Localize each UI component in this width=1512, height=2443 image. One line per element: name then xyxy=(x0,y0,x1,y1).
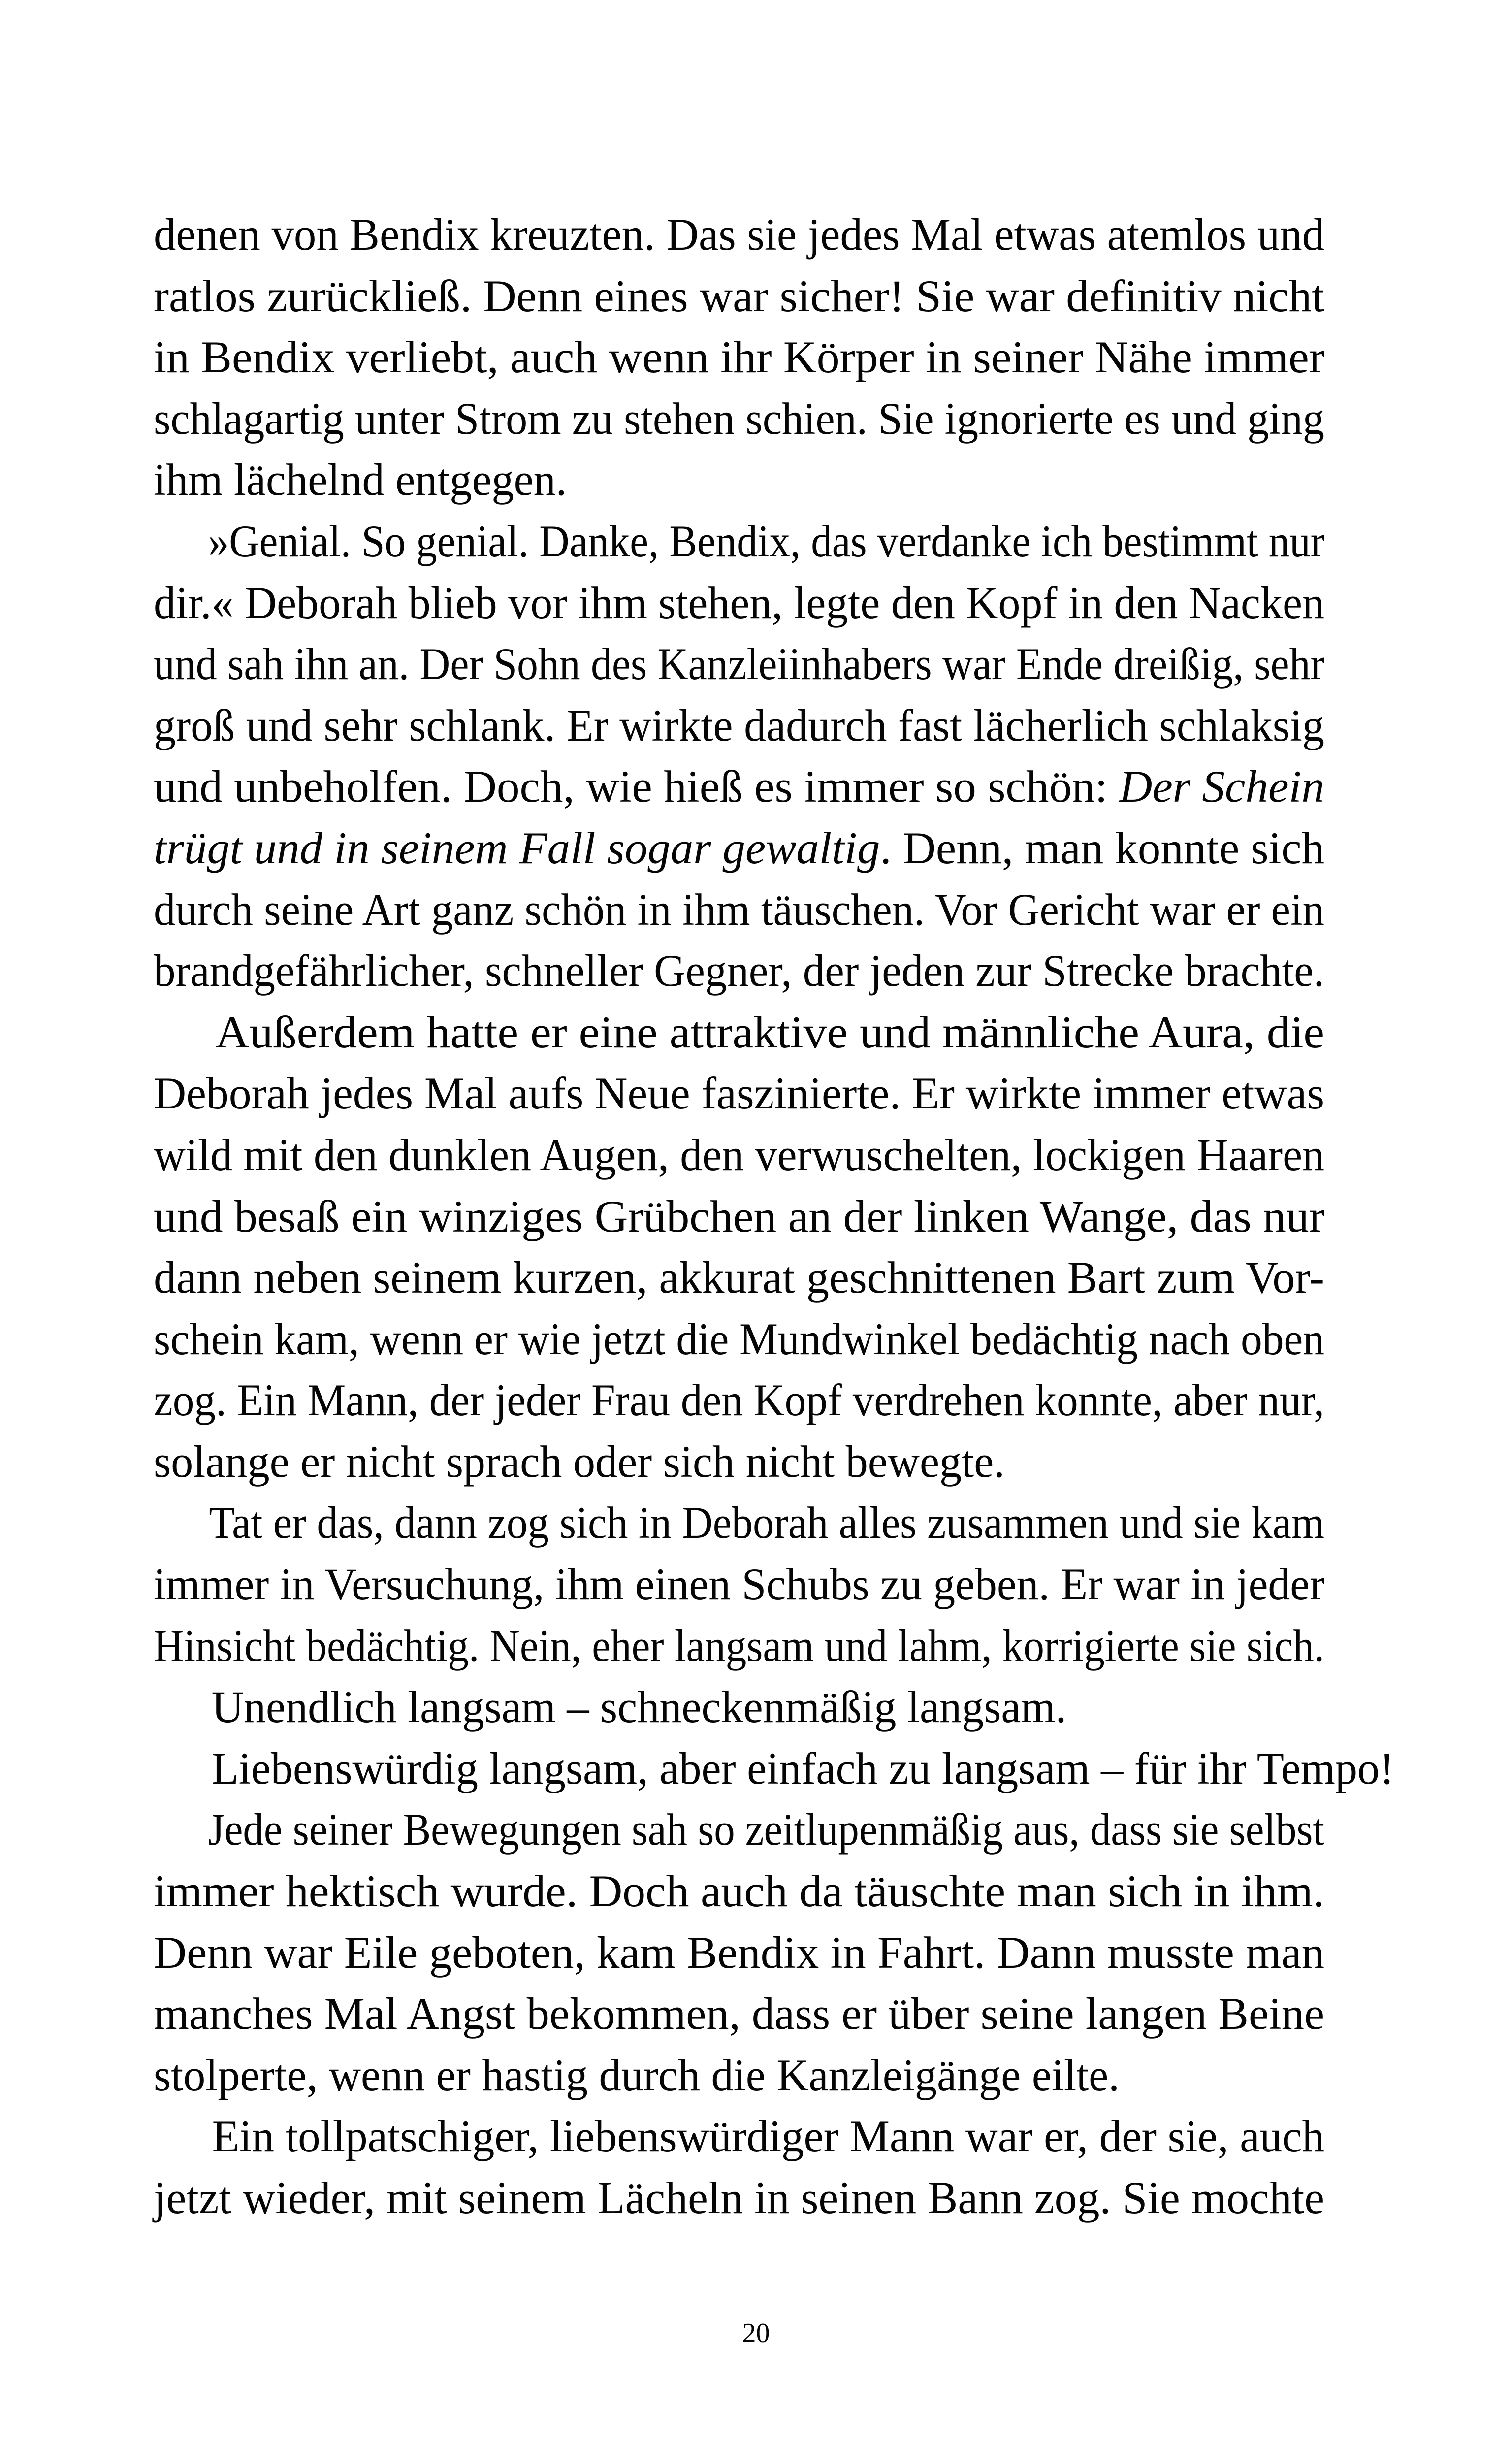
text-line: Jede seiner Bewegungen sah so zeitlupenmäßig aus, dass sie selbst xyxy=(208,1804,1324,1855)
text-line: Ein tollpatschiger, liebenswürdiger Mann war er, der sie, auch xyxy=(212,2111,1325,2162)
text-line: dir.« Deborah blieb vor ihm stehen, legte den Kopf in den Nacken xyxy=(154,577,1324,628)
text-line: Denn war Eile geboten, kam Bendix in Fahrt. Dann musste man xyxy=(154,1927,1324,1978)
text-line: Unendlich langsam – schneckenmäßig langsam. xyxy=(211,1682,1067,1732)
text-line: und sah ihn an. Der Sohn des Kanzleiinhabers war Ende dreißig, sehr xyxy=(154,639,1324,689)
text-line: Tat er das, dann zog sich in Deborah alles zusammen und sie kam xyxy=(209,1498,1325,1548)
text-line: immer in Versuchung, ihm einen Schubs zu geben. Er war in jeder xyxy=(154,1559,1324,1610)
text-line: dann neben seinem kurzen, akkurat geschnittenen Bart zum Vor- xyxy=(154,1252,1324,1303)
text-line: zog. Ein Mann, der jeder Frau den Kopf verdrehen konnte, aber nur, xyxy=(154,1375,1324,1426)
text-line: solange er nicht sprach oder sich nicht bewegte. xyxy=(154,1436,1005,1487)
text-line: ratlos zurückließ. Denn eines war sicher! Sie war definitiv nicht xyxy=(154,270,1324,321)
text-line: Außerdem hatte er eine attraktive und männliche Aura, die xyxy=(215,1007,1325,1057)
text-line: wild mit den dunklen Augen, den verwuschelten, lockigen Haaren xyxy=(154,1129,1324,1180)
text-line: Deborah jedes Mal aufs Neue faszinierte. Er wirkte immer etwas xyxy=(154,1068,1324,1119)
text-line: denen von Bendix kreuzten. Das sie jedes Mal etwas atemlos und xyxy=(154,209,1324,260)
text-line: durch seine Art ganz schön in ihm täuschen. Vor Gericht war er ein xyxy=(154,884,1324,935)
text-line: stolperte, wenn er hastig durch die Kanzleigänge eilte. xyxy=(154,2050,1120,2100)
page-number: 20 xyxy=(742,2318,770,2348)
text-line: manches Mal Angst bekommen, dass er über seine langen Beine xyxy=(154,1988,1324,2039)
text-line: schein kam, wenn er wie jetzt die Mundwinkel bedächtig nach oben xyxy=(154,1313,1324,1364)
text-line: ihm lächelnd entgegen. xyxy=(154,455,567,505)
text-line: groß und sehr schlank. Er wirkte dadurch fast lächerlich schlaksig xyxy=(154,700,1324,750)
text-line: »Genial. So genial. Danke, Bendix, das verdanke ich bestimmt nur xyxy=(208,516,1324,566)
text-line: trügt und in seinem Fall sogar gewaltig. Denn, man konnte sich xyxy=(154,822,1324,873)
text-line: immer hektisch wurde. Doch auch da täuschte man sich in ihm. xyxy=(154,1866,1324,1917)
text-line: brandgefährlicher, schneller Gegner, der jeden zur Strecke brachte. xyxy=(154,945,1324,996)
text-line: und besaß ein winziges Grübchen an der linken Wange, das nur xyxy=(154,1191,1324,1241)
text-line: in Bendix verliebt, auch wenn ihr Körper in seiner Nähe immer xyxy=(154,332,1324,383)
text-block xyxy=(154,204,1395,2229)
text-line: jetzt wieder, mit seinem Lächeln in seinen Bann zog. Sie mochte xyxy=(154,2173,1324,2223)
text-line: Liebenswürdig langsam, aber einfach zu langsam – für ihr Tempo! xyxy=(211,1743,1395,1793)
text-line: und unbeholfen. Doch, wie hieß es immer so schön: Der Schein xyxy=(154,761,1325,812)
text-line: schlagartig unter Strom zu stehen schien. Sie ignorierte es und ging xyxy=(154,393,1324,444)
text-line: Hinsicht bedächtig. Nein, eher langsam und lahm, korrigierte sie sich. xyxy=(154,1620,1324,1671)
